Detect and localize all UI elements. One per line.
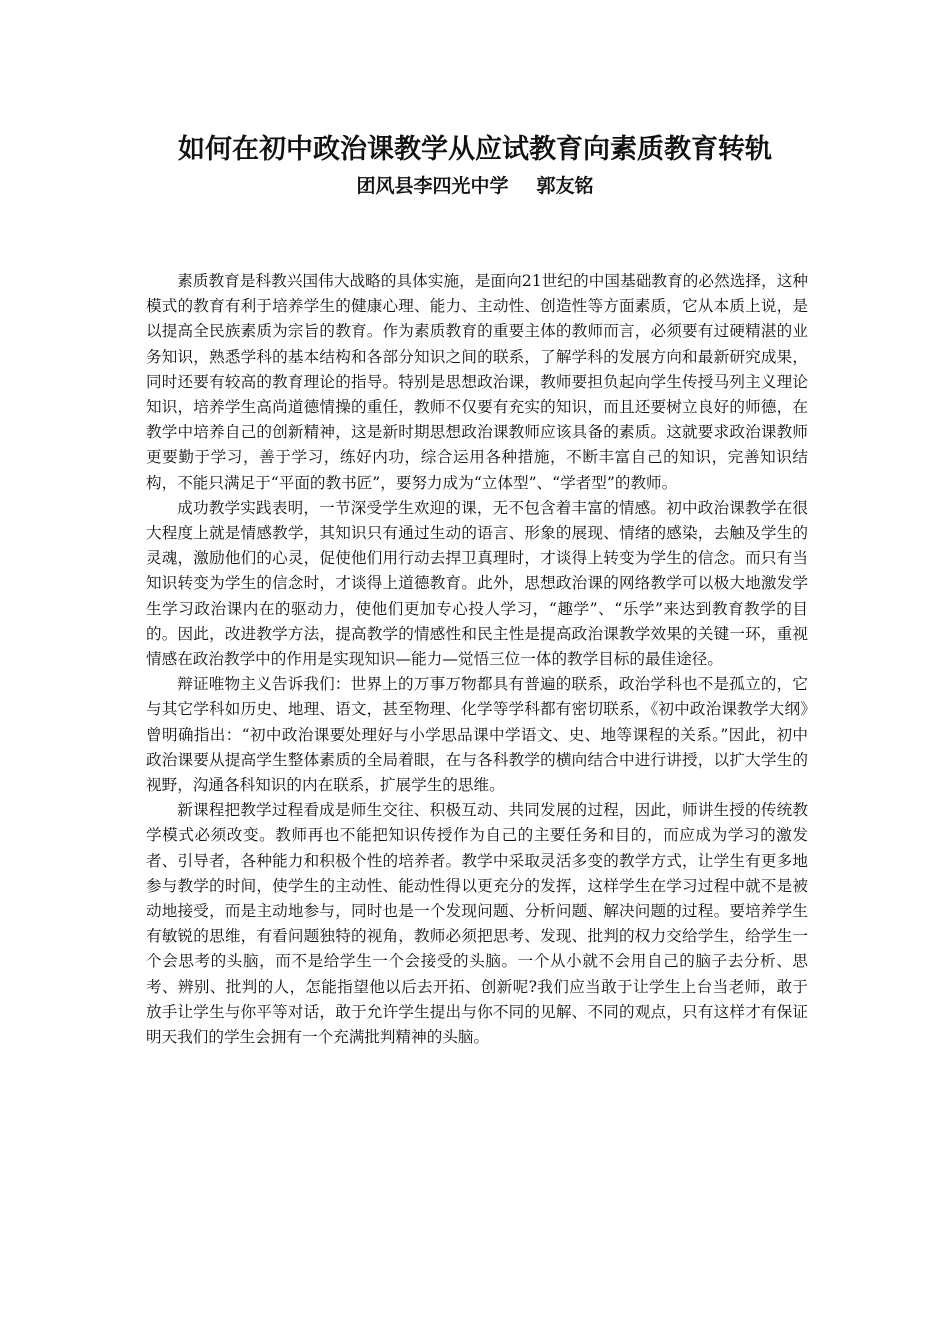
paragraph-2: 成功教学实践表明，一节深受学生欢迎的课，无不包含着丰富的情感。初中政治课教学在很大程度上就是情感教学，其知识只有通过生动的语言、形象的展现、情绪的感染，去触及学生的灵魂，激励他们的心灵，促使他们用行动去捍卫真理时，才谈得上转变为学生的信念。而只有当知识转变为学生的信念时，才谈得上道德教育。此外，思想政治课的网络教学可以极大地激发学生学习政治课内在的驱动力，使他们更加专心投人学习，“趣学”、“乐学”来达到教育教学的目的。因此，改进教学方法，提高教学的情感性和民主性是提高政治课教学效果的关键一环，重视情感在政治教学中的作用是实现知识—能力—觉悟三位一体的教学目标的最佳途径。 <box>146 498 808 669</box>
document-title: 如何在初中政治课教学从应试教育向素质教育转轨 <box>178 134 772 165</box>
paragraph-1: 素质教育是科教兴国伟大战略的具体实施，是面向21世纪的中国基础教育的必然选择，这种模式的教育有利于培养学生的健康心理、能力、主动性、创造性等方面素质，它从本质上说，是以提高全民族素质为宗旨的教育。作为素质教育的重要主体的教师而言，必须要有过硬精湛的业务知识，熟悉学科的基本结构和各部分知识之间的联系，了解学科的发展方向和最新研究成果，同时还要有较高的教育理论的指导。特别是思想政治课，教师要担负起向学生传授马列主义理论知识，培养学生高尚道德情操的重任，教师不仅要有充实的知识，而且还要树立良好的师德，在教学中培养自己的创新精神，这是新时期思想政治课教师应该具备的素质。这就要求政治课教师更要勤于学习，善于学习，练好内功，综合运用各种措施，不断丰富自己的知识，完善知识结构，不能只满足于“平面的教书匠”，要努力成为“立体型”、“学者型”的教师。 <box>146 272 808 492</box>
paragraph-4: 新课程把教学过程看成是师生交往、积极互动、共同发展的过程，因此，师讲生授的传统教学模式必须改变。教师再也不能把知识传授作为自己的主要任务和目的，而应成为学习的激发者、引导者，各种能力和积极个性的培养者。教学中采取灵活多变的教学方式，让学生有更多地参与教学的时间，使学生的主动性、能动性得以更充分的发挥，这样学生在学习过程中就不是被动地接受，而是主动地参与，同时也是一个发现问题、分析问题、解决问题的过程。要培养学生有敏锐的思维，有看问题独特的视角，教师必须把思考、发现、批判的权力交给学生，给学生一个会思考的头脑，而不是给学生一个会接受的头脑。一个从小就不会用自己的脑子去分析、思考、辨别、批判的人，怎能指望他以后去开拓、创新呢?我们应当敢于让学生上台当老师，敢于放手让学生与你平等对话，敢于允许学生提出与你不同的见解、不同的观点，只有这样才有保证明天我们的学生会拥有一个充满批判精神的头脑。 <box>146 801 808 1047</box>
paragraph-3: 辩证唯物主义告诉我们：世界上的万事万物都具有普遍的联系，政治学科也不是孤立的，它与其它学科如历史、地理、语文，甚至物理、化学等学科都有密切联系，《初中政治课教学大纲》曾明确指出：“初中政治课要处理好与小学思品课中学语文、史、地等课程的关系。”因此，初中政治课要从提高学生整体素质的全局着眼，在与各科教学的横向结合中进行讲授，以扩大学生的视野，沟通各科知识的内在联系，扩展学生的思维。 <box>146 675 808 795</box>
document-body <box>146 269 808 1050</box>
school-name: 团风县李四光中学 <box>356 175 509 197</box>
author-name: 郭友铭 <box>536 175 594 197</box>
byline <box>0 172 950 200</box>
